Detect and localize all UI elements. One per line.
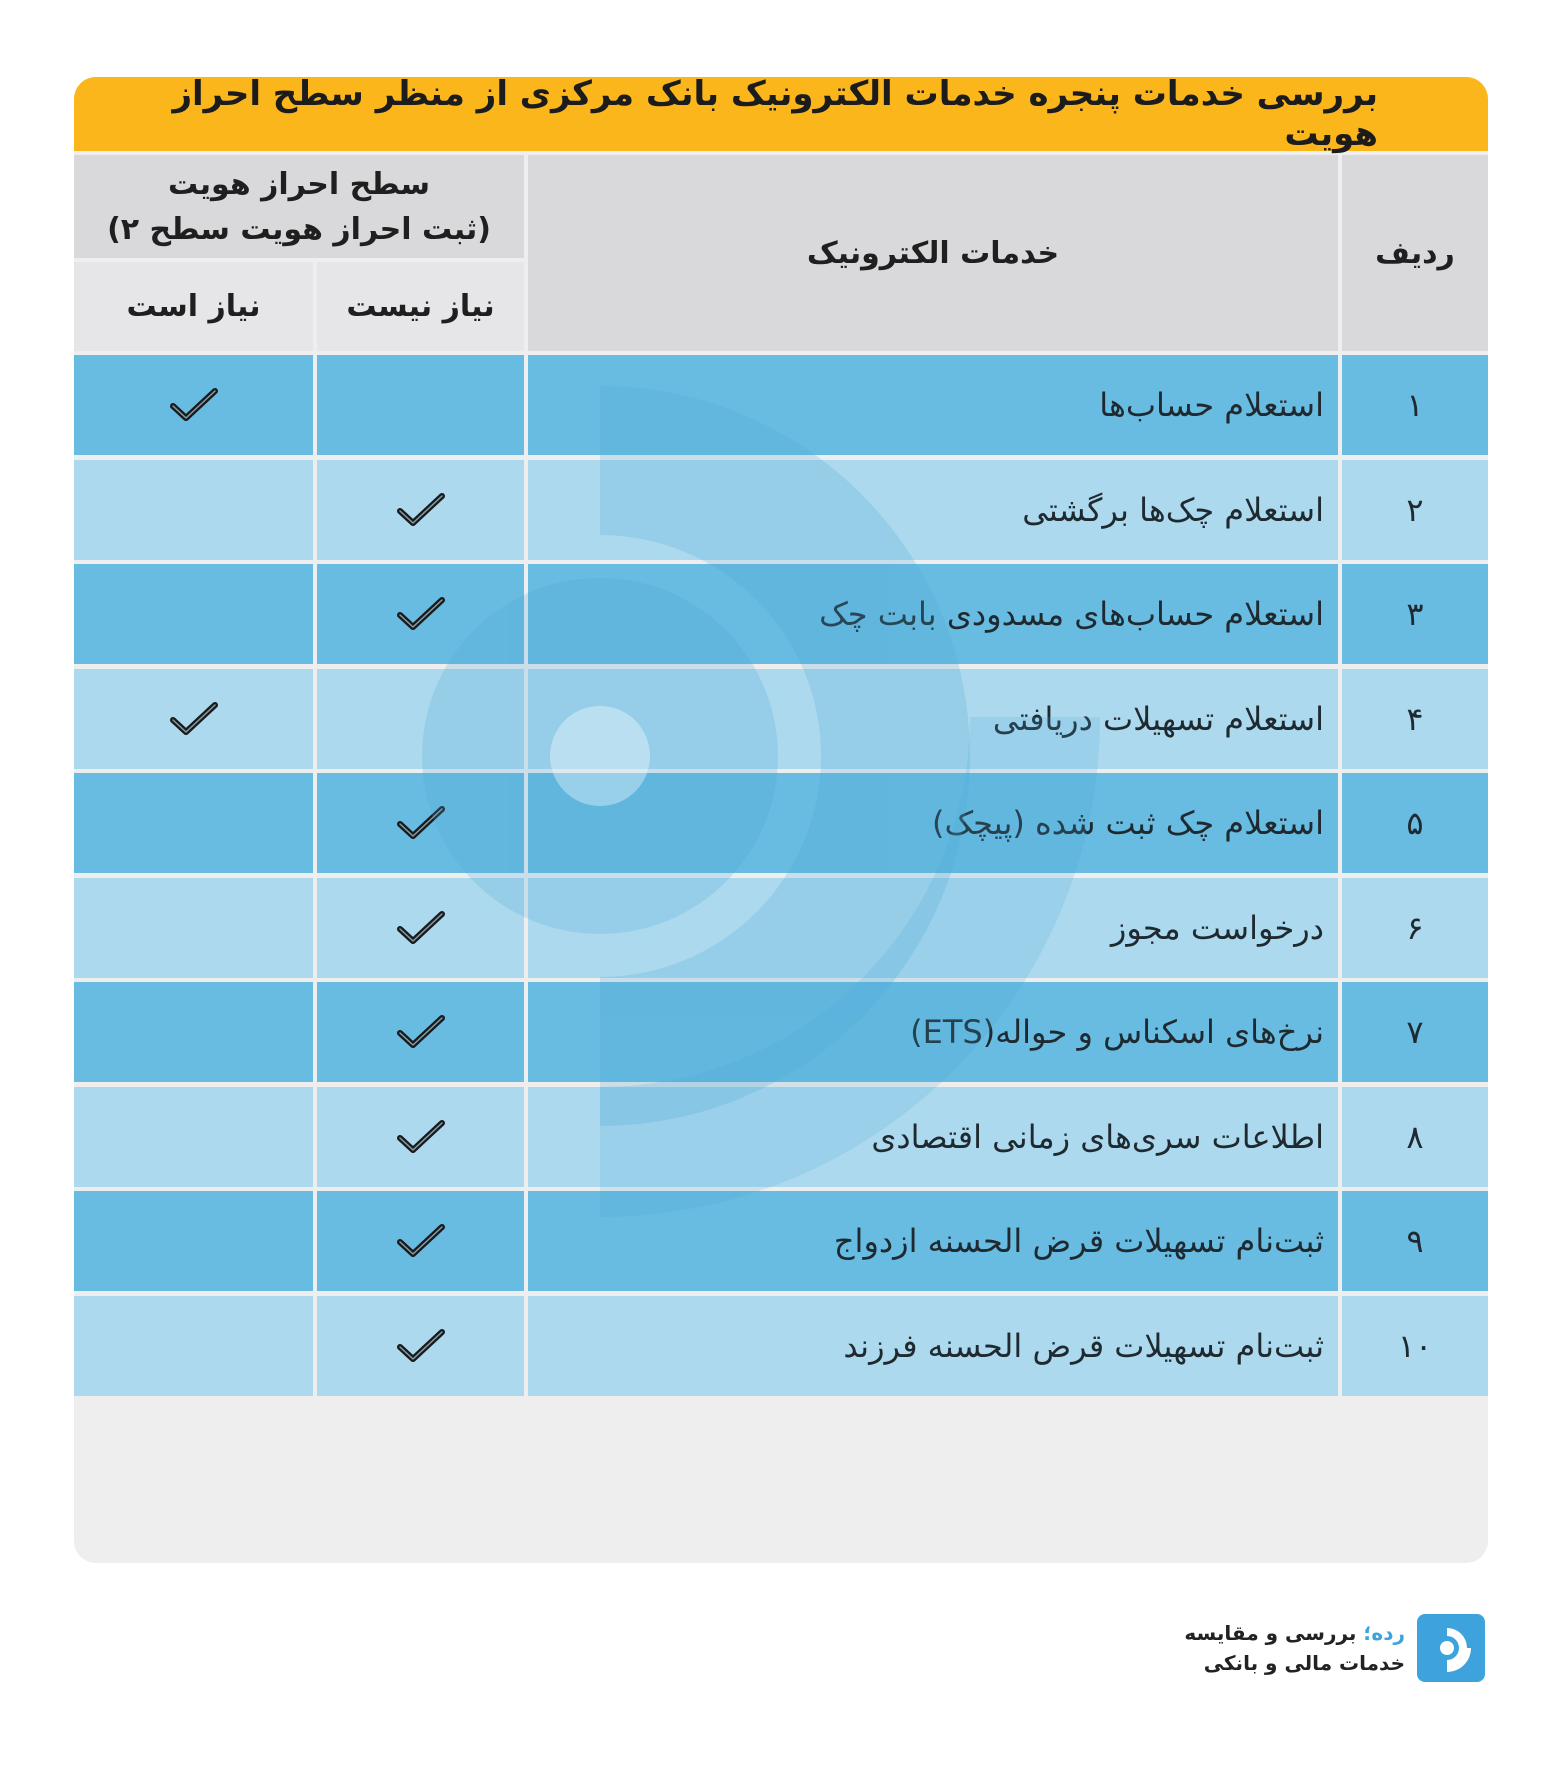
service-cell (528, 1191, 1338, 1291)
footer-line1-text: بررسی و مقایسه (1184, 1621, 1357, 1645)
header-row-number-label: ردیف (1375, 235, 1455, 271)
not-needed-cell (317, 1296, 524, 1396)
row-number: ۵ (1406, 804, 1424, 842)
row-number: ۹ (1406, 1222, 1424, 1260)
not-needed-cell (317, 564, 524, 664)
needed-cell (74, 355, 313, 455)
row-number: ۸ (1406, 1117, 1424, 1156)
header-auth-level (74, 155, 524, 258)
service-name: استعلام تسهیلات دریافتی (992, 699, 1324, 738)
not-needed-cell (317, 982, 524, 1082)
row-number: ۴ (1406, 699, 1424, 738)
check-icon (396, 1222, 446, 1260)
row-number: ۶ (1406, 908, 1424, 947)
brand-logo-icon (1417, 1614, 1485, 1682)
header-auth-level-line2: (ثبت احراز هویت سطح ۲) (107, 211, 491, 247)
service-name: ثبت‌نام تسهیلات قرض الحسنه فرزند (843, 1326, 1324, 1365)
needed-cell (74, 1296, 313, 1396)
footer-line1 (1165, 1618, 1405, 1648)
service-cell (528, 669, 1338, 769)
footer-brand: رده؛ (1363, 1621, 1405, 1645)
table-title: بررسی خدمات پنجره خدمات الکترونیک بانک مرکزی از منظر سطح احراز هویت (74, 77, 1488, 151)
check-icon (396, 595, 446, 633)
row-number-cell (1342, 982, 1488, 1082)
row-number: ۳ (1406, 595, 1424, 633)
needed-cell (74, 1191, 313, 1291)
service-name: ثبت‌نام تسهیلات قرض الحسنه ازدواج (833, 1222, 1324, 1260)
service-cell (528, 355, 1338, 455)
check-icon (169, 700, 219, 738)
not-needed-cell (317, 460, 524, 560)
service-cell (528, 878, 1338, 978)
needed-cell (74, 669, 313, 769)
header-needed-label: نیاز است (126, 289, 261, 324)
not-needed-cell (317, 1191, 524, 1291)
check-icon (396, 909, 446, 947)
row-number-cell (1342, 669, 1488, 769)
service-name: استعلام چک‌ها برگشتی (1022, 490, 1324, 529)
service-cell (528, 773, 1338, 873)
check-icon (396, 1118, 446, 1156)
check-icon (396, 491, 446, 529)
header-auth-level-line1: سطح احراز هویت (168, 166, 430, 202)
needed-cell (74, 773, 313, 873)
not-needed-cell (317, 878, 524, 978)
row-number: ۷ (1406, 1013, 1424, 1051)
footer-branding (1185, 1614, 1485, 1690)
needed-cell (74, 982, 313, 1082)
needed-cell (74, 878, 313, 978)
header-not-needed-label: نیاز نیست (346, 289, 495, 324)
service-cell (528, 460, 1338, 560)
check-icon (169, 386, 219, 424)
service-name: استعلام چک ثبت شده (پیچک) (932, 804, 1324, 842)
row-number-cell (1342, 773, 1488, 873)
service-name: استعلام حساب‌ها (1099, 386, 1324, 424)
row-number-cell (1342, 1296, 1488, 1396)
header-not-needed (317, 262, 524, 351)
needed-cell (74, 460, 313, 560)
not-needed-cell (317, 773, 524, 873)
service-name: نرخ‌های اسکناس و حواله(ETS) (910, 1013, 1324, 1051)
service-cell (528, 1087, 1338, 1187)
table-card (74, 77, 1488, 1563)
not-needed-cell (317, 355, 524, 455)
needed-cell (74, 564, 313, 664)
header-services-label: خدمات الکترونیک (806, 235, 1060, 271)
check-icon (396, 804, 446, 842)
header-needed (74, 262, 313, 351)
service-cell (528, 982, 1338, 1082)
service-name: اطلاعات سری‌های زمانی اقتصادی (871, 1117, 1324, 1156)
check-icon (396, 1327, 446, 1365)
row-number-cell (1342, 878, 1488, 978)
check-icon (396, 1013, 446, 1051)
row-number-cell (1342, 564, 1488, 664)
footer-line2: خدمات مالی و بانکی (1203, 1651, 1405, 1675)
row-number: ۱۰ (1397, 1326, 1433, 1365)
footer-text (1165, 1618, 1405, 1678)
service-cell (528, 564, 1338, 664)
row-number: ۱ (1406, 386, 1424, 424)
needed-cell (74, 1087, 313, 1187)
header-services (528, 155, 1338, 351)
service-cell (528, 1296, 1338, 1396)
row-number: ۲ (1406, 490, 1424, 529)
services-table (74, 155, 1488, 1563)
row-number-cell (1342, 460, 1488, 560)
not-needed-cell (317, 669, 524, 769)
row-number-cell (1342, 355, 1488, 455)
row-number-cell (1342, 1191, 1488, 1291)
row-number-cell (1342, 1087, 1488, 1187)
header-row-number (1342, 155, 1488, 351)
not-needed-cell (317, 1087, 524, 1187)
service-name: استعلام حساب‌های مسدودی بابت چک (819, 595, 1324, 633)
service-name: درخواست مجوز (1110, 908, 1324, 947)
